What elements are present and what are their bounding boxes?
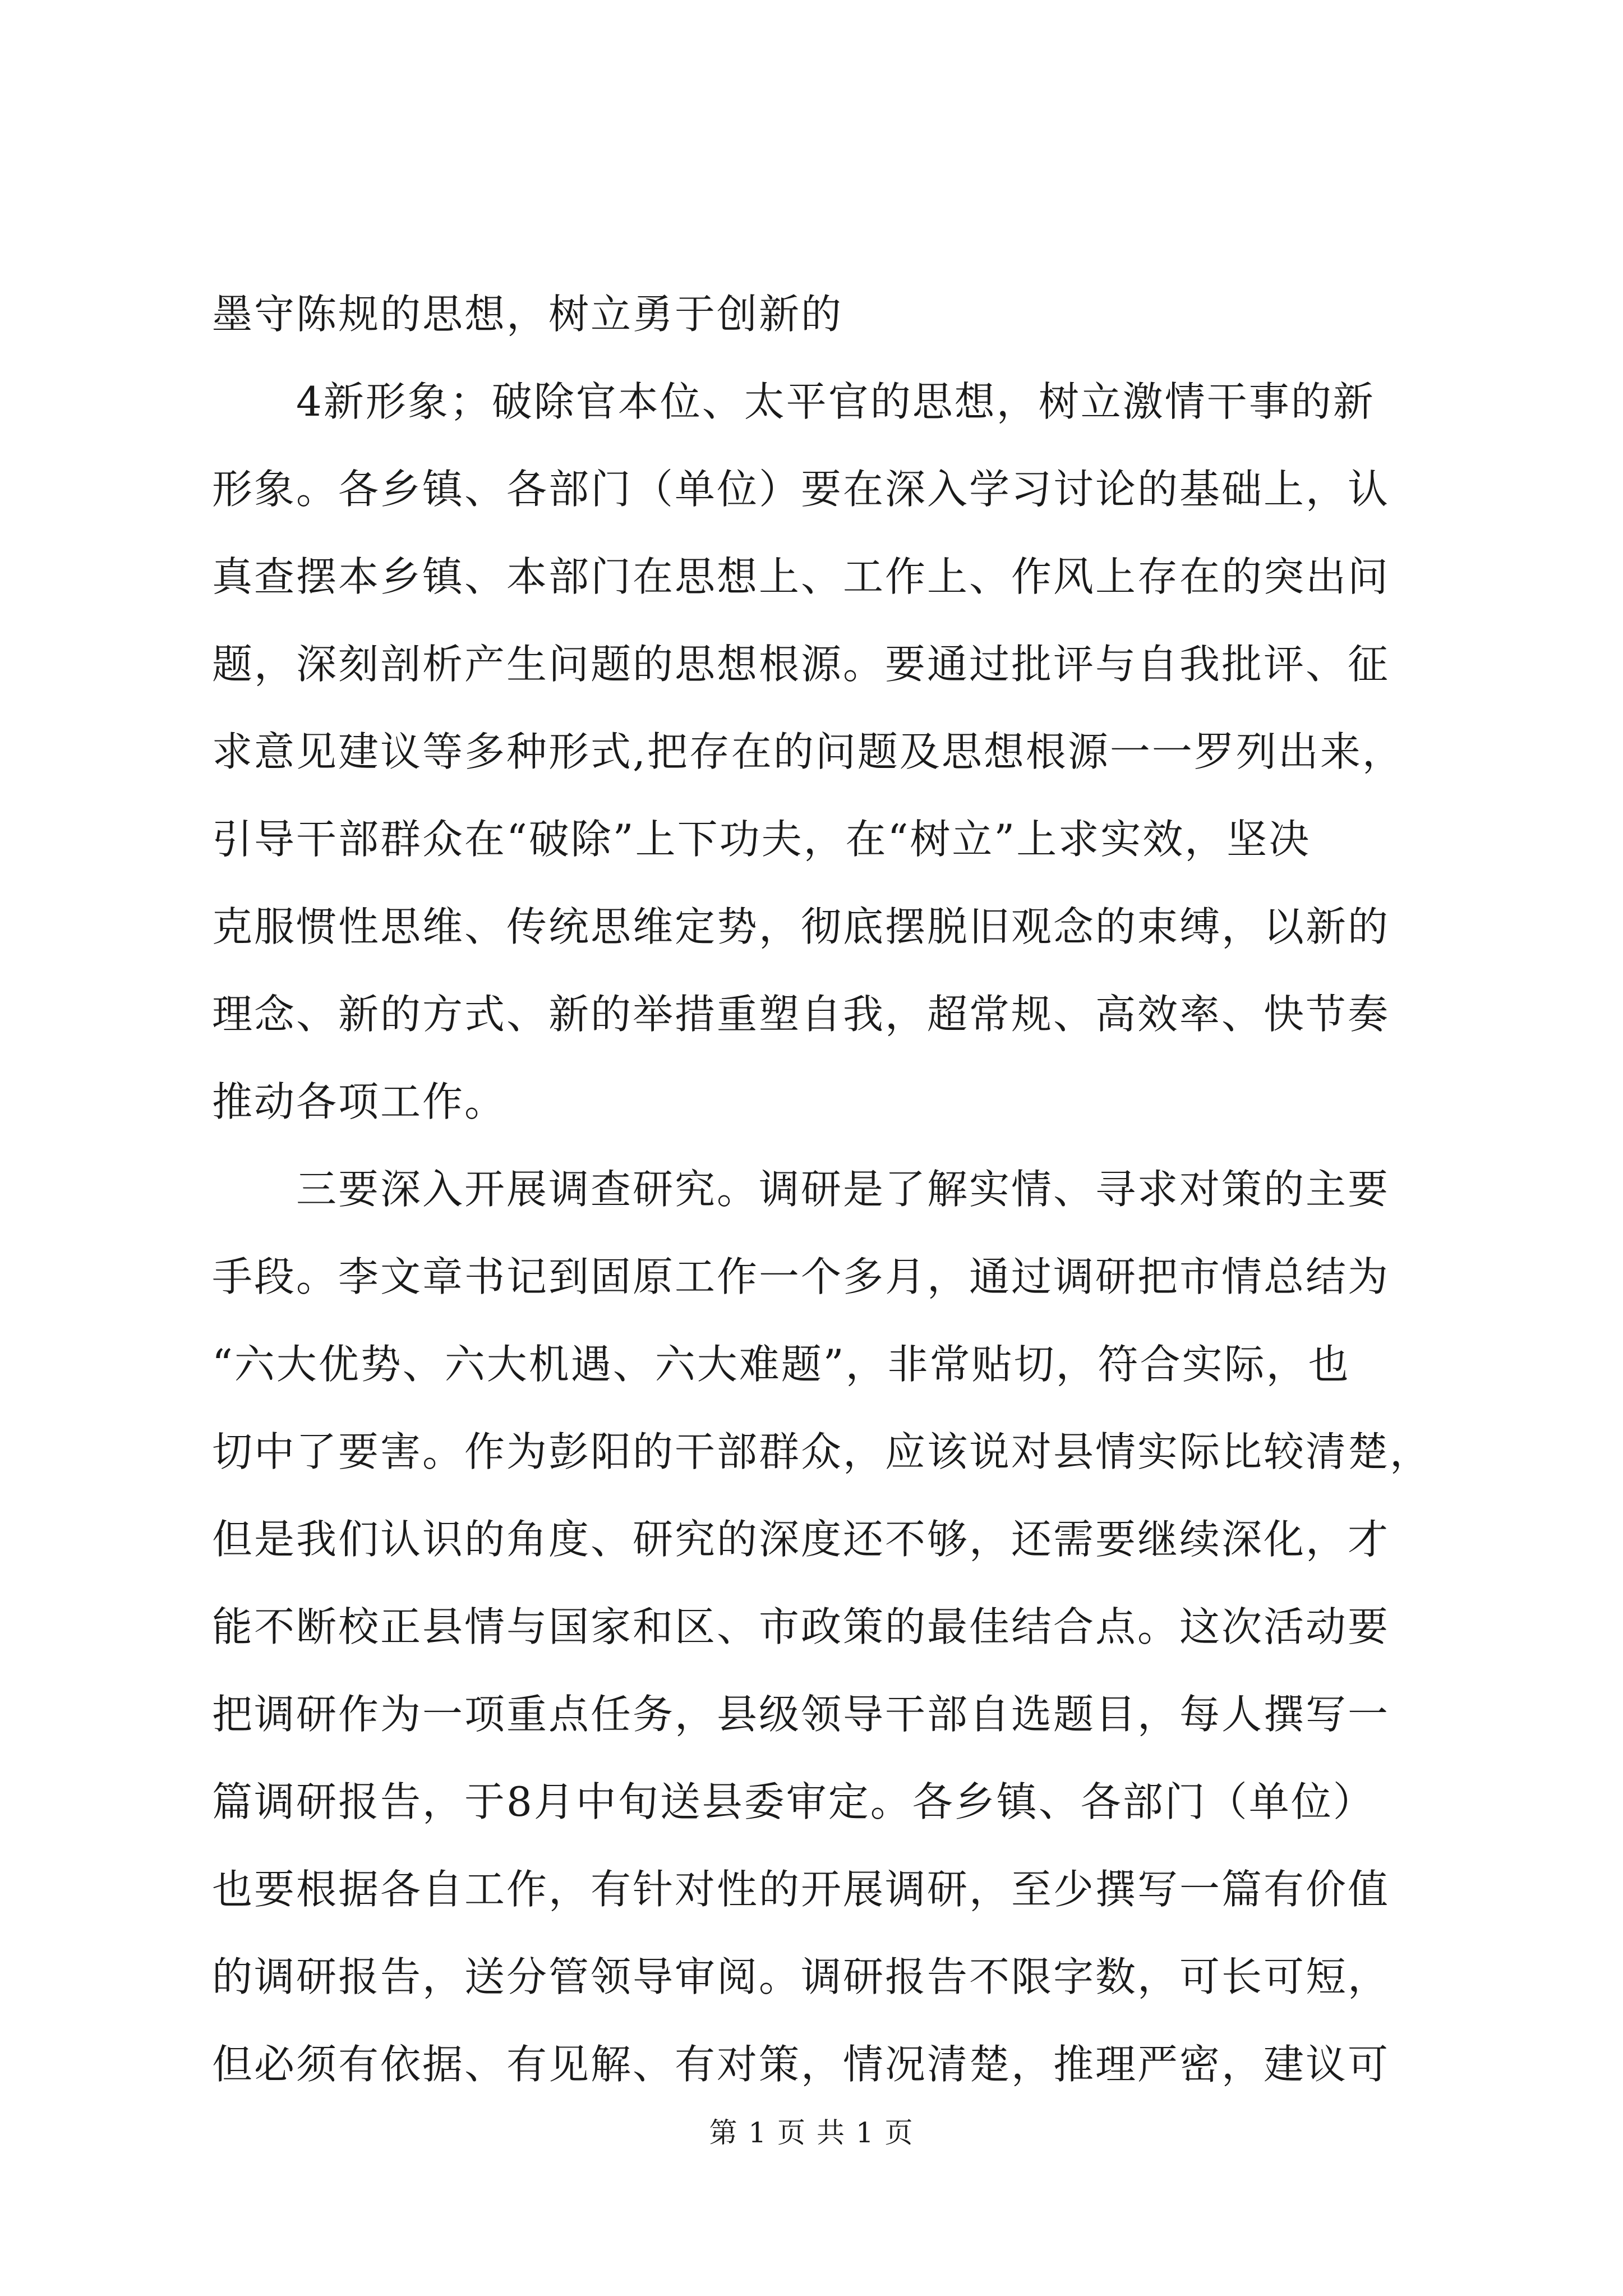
text-line: 三要深入开展调查研究。调研是了解实情、寻求对策的主要: [212, 1166, 1390, 1213]
text-line: 墨守陈规的思想，树立勇于创新的: [212, 291, 843, 338]
text-line: 把调研作为一项重点任务，县级领导干部自选题目，每人撰写一: [212, 1691, 1390, 1738]
text-line: 能不断校正县情与国家和区、市政策的最佳结合点。这次活动要: [212, 1603, 1390, 1650]
document-body: [212, 292, 1435, 2129]
page-footer: 第 1 页 共 1 页: [709, 2116, 914, 2149]
text-line: 真查摆本乡镇、本部门在思想上、工作上、作风上存在的突出问: [212, 553, 1390, 600]
text-line: 4新形象；破除官本位、太平官的思想，树立激情干事的新: [212, 378, 1375, 425]
text-line: 篇调研报告，于8月中旬送县委审定。各乡镇、各部门（单位）: [212, 1778, 1375, 1825]
text-line: 克服惯性思维、传统思维定势，彻底摆脱旧观念的束缚，以新的: [212, 903, 1390, 950]
text-line: 推动各项工作。: [212, 1078, 507, 1125]
text-line: “六大优势、六大机遇、六大难题”，非常贴切，符合实际，也: [212, 1341, 1350, 1388]
text-line: 也要根据各自工作，有针对性的开展调研，至少撰写一篇有价值: [212, 1866, 1390, 1913]
text-line: 切中了要害。作为彭阳的干部群众，应该说对县情实际比较清楚，: [212, 1428, 1432, 1475]
text-line: 引导干部群众在“破除”上下功夫，在“树立”上求实效，坚决: [212, 816, 1311, 863]
text-line: 求意见建议等多种形式,把存在的问题及思想根源一一罗列出来，: [212, 728, 1404, 775]
text-line: 手段。李文章书记到固原工作一个多月，通过调研把市情总结为: [212, 1253, 1390, 1300]
text-line: 题，深刻剖析产生问题的思想根源。要通过批评与自我批评、征: [212, 641, 1390, 688]
text-line: 的调研报告，送分管领导审阅。调研报告不限字数，可长可短，: [212, 1953, 1390, 2000]
text-line: 形象。各乡镇、各部门（单位）要在深入学习讨论的基础上，认: [212, 466, 1390, 513]
text-line: 但是我们认识的角度、研究的深度还不够，还需要继续深化，才: [212, 1516, 1390, 1563]
text-line: 理念、新的方式、新的举措重塑自我，超常规、高效率、快节奏: [212, 991, 1390, 1038]
text-line: 但必须有依据、有见解、有对策，情况清楚，推理严密，建议可: [212, 2041, 1390, 2088]
